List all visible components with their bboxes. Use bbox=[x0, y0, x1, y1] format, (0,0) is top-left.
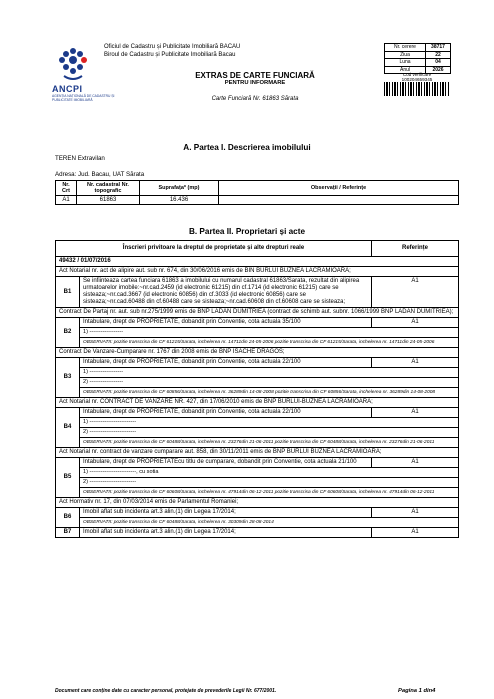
owner-line: 1) ------------------ bbox=[80, 328, 459, 338]
col-header: Referințe bbox=[372, 241, 459, 257]
property-description-table bbox=[55, 180, 459, 205]
table-cell: A1 bbox=[56, 196, 77, 205]
meta-value: 38717 bbox=[426, 44, 451, 52]
col-header: Nr. cadastral Nr. topografic bbox=[77, 181, 140, 196]
request-meta-table bbox=[384, 43, 451, 74]
table-cell: 61863 bbox=[77, 196, 140, 205]
entry-code: B3 bbox=[56, 358, 80, 398]
page-number: Pagina 1 din4 bbox=[398, 688, 436, 694]
col-header: Suprafața* (mp) bbox=[140, 181, 219, 196]
privacy-note: Document care conține date cu caracter personal, protejate de prevederile Legii Nr. 677/2001. bbox=[55, 688, 277, 694]
entry-code: B1 bbox=[56, 277, 80, 308]
verification-code-label: Cod verificare bbox=[402, 72, 432, 77]
entry-text: Intabulare, drept de PROPRIETATE, dobandit prin Conventie, cota actuala 35/100 bbox=[80, 318, 372, 328]
entry-ref: A1 bbox=[372, 508, 459, 518]
col-header: Nr. Crt bbox=[56, 181, 77, 196]
meta-value: 2026 bbox=[426, 66, 451, 74]
document-title: EXTRAS DE CARTE FUNCIARĂ bbox=[195, 71, 315, 80]
entry-code: B4 bbox=[56, 408, 80, 448]
owner-line: 2) ------------------ bbox=[80, 378, 459, 388]
entry-code: B2 bbox=[56, 318, 80, 348]
meta-key: Nr. cerere bbox=[385, 44, 426, 52]
office-line-2: Biroul de Cadastru și Publicitate Imobiliară Bacau bbox=[104, 52, 236, 58]
owner-line: 1) ------------------ bbox=[80, 368, 459, 378]
entry-ref: A1 bbox=[372, 528, 459, 538]
owner-line: 1) -------------------------, cu sotia bbox=[80, 468, 459, 478]
meta-key: Luna bbox=[385, 59, 426, 67]
document-subtitle: PENTRU INFORMARE bbox=[224, 80, 286, 86]
office-line-1: Oficiul de Cadastru și Publicitate Imobiliară BACAU bbox=[104, 44, 241, 50]
act-row: Act Notarial nr. contract de vanzare cumparare aut. 858, din 30/11/2011 emis de BNP BURLUI BUZNEA LACRAMIOARA; bbox=[56, 448, 459, 458]
act-row: Act Notarial nr. act de alipire aut. sub nr. 674, din 30/06/2016 emis de BIN BURLUI BUZNEA LACRAMIOARA; bbox=[56, 267, 459, 277]
entry-ref: A1 bbox=[372, 408, 459, 418]
logo-subtitle: AGENȚIA NAȚIONALĂ DE CADASTRU ȘI PUBLICITATE IMOBILIARĂ bbox=[52, 94, 115, 102]
entry-text: Intabulare, drept de PROPRIETATEcu titlu de cumparare, dobandit prin Conventie, cota actuala 21/100 bbox=[80, 458, 372, 468]
table-cell: 16.436 bbox=[140, 196, 219, 205]
col-header: Înscrieri privitoare la dreptul de proprietate și alte drepturi reale bbox=[56, 241, 372, 257]
registration-number: 49432 / 01/07/2016 bbox=[56, 257, 459, 267]
entry-text: Imobil aflat sub incidenta art.3 alin.(1) din Legea 17/2014; bbox=[80, 528, 372, 538]
act-row: Act Hormativ nr. 17, din 07/03/2014 emis de Parlamentul Romaniei; bbox=[56, 498, 459, 508]
meta-value: 04 bbox=[426, 59, 451, 67]
logo-text: ANCPI bbox=[52, 84, 83, 94]
ancpi-logo bbox=[52, 46, 96, 86]
col-header: Observații / Referințe bbox=[219, 181, 459, 196]
observation: OBSERVATII: pozitie transcrisa din CF 60488/Sarata, inchelerea nr. 30309din 28-08-2014 bbox=[80, 518, 459, 528]
entry-code: B5 bbox=[56, 458, 80, 498]
ownership-table bbox=[55, 240, 459, 538]
owner-line: 2) ------------------------- bbox=[80, 478, 459, 488]
entry-text: Se infiinteaza cartea funciara 61863 a imobilului cu numarul cadastral 61863/Sarata, rezultat din alipirea urmatoarelor imobile:~nr.cad.2459 (id electronic 61215) din cf.1714 (id electronic 61215) care se sisteaza;~nr.cad.3667 (id electronic 60856) din cf.3033 (id electronic 60856) care se sisteaza;~nr.cad.60488 din cf.60488 care se sisteaza;~nr.cad.60608 din cf.60608 care se sisteaza; bbox=[80, 277, 372, 308]
act-row: Contract De Vanzare-Cumparare nr. 1767 din 2008 emis de BNP ISACHE DRAGOS; bbox=[56, 348, 459, 358]
owner-line: 1) ------------------------- bbox=[80, 418, 459, 428]
observation: OBSERVATII: pozitie transcrisa din CF 60488/Sarata, inchelerea nr. 23276din 21-06-2011 pozitie transcrisa din CF 60488/Sarata, inchelerea nr. 23276din 21-06-2011 bbox=[80, 438, 459, 448]
entry-code: B6 bbox=[56, 508, 80, 528]
barcode bbox=[384, 82, 450, 96]
entry-ref: A1 bbox=[372, 277, 459, 308]
verification-code-value: 100204659345 bbox=[401, 77, 433, 82]
section-a-title: A. Partea I. Descrierea imobilului bbox=[183, 143, 311, 152]
address: Adresa: Jud. Bacau, UAT Sărata bbox=[55, 171, 145, 178]
entry-ref: A1 bbox=[372, 318, 459, 328]
observation: OBSERVATII: pozitie transcrisa din CF 60856/Sarata, inchelerea nr. 36289din 14-08-2008 pozitie transcrisa din CF 60856/Sarata, inchelerea nr. 36289din 14-08-2008 bbox=[80, 388, 459, 398]
entry-code: B7 bbox=[56, 528, 80, 538]
meta-value: 22 bbox=[426, 51, 451, 59]
cf-number: Carte Funciară Nr. 61863 Sărata bbox=[211, 96, 299, 102]
entry-text: Imobil aflat sub incidenta art.3 alin.(1) din Legea 17/2014; bbox=[80, 508, 372, 518]
act-row: Contract De Partaj nr. aut. sub nr.275/1999 emis de BNP LADAN DUMITRIEA (contract de schimb aut. subnr. 1066/1999 BNP LADAN DUMITRIEA); bbox=[56, 308, 459, 318]
act-row: Act Notarial nr. CONTRACT DE VANZARE NR. 427, din 17/06/2010 emis de BNP BURLUI-BUZNEA LACRAMIOARA; bbox=[56, 398, 459, 408]
entry-ref: A1 bbox=[372, 358, 459, 368]
table-cell bbox=[219, 196, 459, 205]
entry-text: Intabulare, drept de PROPRIETATE, dobandit prin Conventie, cota actuala 22/100 bbox=[80, 408, 372, 418]
meta-key: Anul bbox=[385, 66, 426, 74]
entry-ref: A1 bbox=[372, 458, 459, 468]
owner-line: 2) ------------------------- bbox=[80, 428, 459, 438]
teren-label: TEREN Extravilan bbox=[55, 155, 105, 162]
observation: OBSERVATII: pozitie transcrisa din CF 60608/Sarata, inchelerea nr. 47914din 06-12-2011 pozitie transcrisa din CF 60608/Sarata, inchelerea nr. 47914din 06-12-2011 bbox=[80, 488, 459, 498]
section-b-title: B. Partea II. Proprietari și acte bbox=[188, 227, 306, 236]
verification-code bbox=[384, 72, 450, 82]
entry-text: Intabulare, drept de PROPRIETATE, dobandit prin Conventie, cota actuala 22/100 bbox=[80, 358, 372, 368]
meta-key: Ziua bbox=[385, 51, 426, 59]
observation: OBSERVATII: pozitie transcrisa din CF 61215/Sarata, inchelerea nr. 14711din 24-05-2006 pozitie transcrisa din CF 61215/Sarata, inchelerea nr. 14711din 24-05-2006 bbox=[80, 338, 459, 348]
